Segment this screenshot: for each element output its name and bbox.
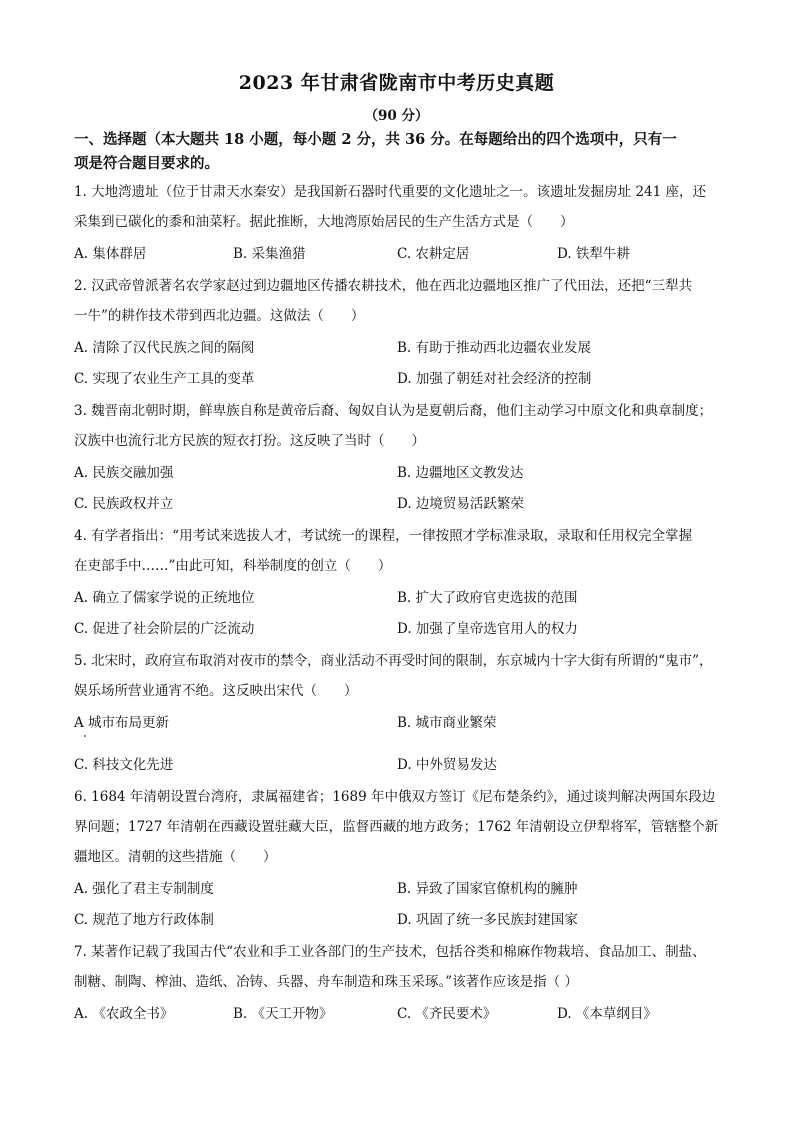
section-heading-line-1: 一、选择题（本大题共 18 小题，每小题 2 分，共 36 分。在每题给出的四个选项中，只有一 xyxy=(74,131,677,148)
question-4-stem-line-2: 在吏部手中……”由此可知，科举制度的创立（ ） xyxy=(74,558,392,574)
question-2-option-d: D. 加强了朝廷对社会经济的控制 xyxy=(397,371,592,387)
question-7-option-a: A. 《农政全书》 xyxy=(74,1006,174,1022)
question-6-stem-line-2: 界问题；1727 年清朝在西藏设置驻藏大臣，监督西藏的地方政务；1762 年清朝设立伊犁将军，管辖整个新 xyxy=(74,819,719,835)
question-5-option-c: C. 科技文化先进 xyxy=(74,757,174,773)
question-4-option-d: D. 加强了皇帝选官用人的权力 xyxy=(397,621,578,637)
question-1-stem-line-2: 采集到已碳化的黍和油菜籽。据此推断，大地湾原始居民的生产生活方式是（ ） xyxy=(74,214,574,230)
question-7-option-d: D. 《本草纲目》 xyxy=(557,1006,657,1022)
question-7-option-b: B. 《天工开物》 xyxy=(233,1006,333,1022)
question-7-option-c: C. 《齐民要术》 xyxy=(397,1006,497,1022)
question-1-option-b: B. 采集渔猎 xyxy=(233,246,306,262)
question-3-stem-line-1: 3. 魏晋南北朝时期，鲜卑族自称是黄帝后裔、匈奴自认为是夏朝后裔，他们主动学习中原文化和典章制度； xyxy=(74,403,713,419)
question-7-stem-line-2: 制糖、制陶、榨油、造纸、冶铸、兵器、舟车制造和珠玉采琢。”该著作应该是指（ ） xyxy=(74,974,578,990)
question-2-option-b: B. 有助于推动西北边疆农业发展 xyxy=(397,340,592,356)
question-5-stem-line-1: 5. 北宋时，政府宣布取消对夜市的禁令，商业活动不再受时间的限制，东京城内十字大街有所谓的“鬼市”， xyxy=(74,653,713,669)
page-title: 2023 年甘肃省陇南市中考历史真题 xyxy=(238,72,555,94)
section-heading-line-2: 项是符合题目要求的。 xyxy=(74,155,219,172)
question-4-option-c: C. 促进了社会阶层的广泛流动 xyxy=(74,621,255,637)
question-4-option-a: A. 确立了儒家学说的正统地位 xyxy=(74,590,255,606)
question-6-stem-line-3: 疆地区。清朝的这些措施（ ） xyxy=(74,849,277,865)
question-6-option-a: A. 强化了君主专制制度 xyxy=(74,881,214,897)
question-5-option-b: B. 城市商业繁荣 xyxy=(397,715,497,731)
question-3-option-a: A. 民族交融加强 xyxy=(74,465,174,481)
question-5-option-a: A 城市布局更新 xyxy=(74,715,170,731)
score-subtitle: （90 分） xyxy=(364,108,429,124)
question-5-option-d: D. 中外贸易发达 xyxy=(397,757,497,773)
question-6-stem-line-1: 6. 1684 年清朝设置台湾府，隶属福建省；1689 年中俄双方签订《尼布楚条约》，通过谈判解决两国东段边 xyxy=(74,789,716,805)
question-1-option-c: C. 农耕定居 xyxy=(397,246,470,262)
question-1-option-d: D. 铁犁牛耕 xyxy=(557,246,630,262)
question-3-option-c: C. 民族政权并立 xyxy=(74,496,174,512)
question-1-option-a: A. 集体群居 xyxy=(74,246,147,262)
question-2-option-c: C. 实现了农业生产工具的变革 xyxy=(74,371,255,387)
question-5-stem-line-2: 娱乐场所营业通宵不绝。这反映出宋代（ ） xyxy=(74,683,358,699)
question-4-stem-line-1: 4. 有学者指出：“用考试来选拔人才，考试统一的课程，一律按照才学标准录取，录取和任用权完全掌握 xyxy=(74,528,693,544)
question-2-stem-line-2: 一牛”的耕作技术带到西北边疆。这做法（ ） xyxy=(74,308,365,324)
question-6-option-b: B. 异致了国家官僚机构的臃肿 xyxy=(397,881,578,897)
question-3-option-d: D. 边境贸易活跃繁荣 xyxy=(397,496,524,512)
question-3-stem-line-2: 汉族中也流行北方民族的短衣打扮。这反映了当时（ ） xyxy=(74,433,425,449)
question-3-option-b: B. 边疆地区文教发达 xyxy=(397,465,524,481)
question-1-stem-line-1: 1. 大地湾遗址（位于甘肃天水秦安）是我国新石器时代重要的文化遗址之一。该遗址发掘房址 241 座，还 xyxy=(74,184,707,200)
question-2-option-a: A. 清除了汉代民族之间的隔阂 xyxy=(74,340,255,356)
question-4-option-b: B. 扩大了政府官吏选拔的范围 xyxy=(397,590,578,606)
question-6-option-d: D. 巩固了统一多民族封建国家 xyxy=(397,912,578,928)
question-6-option-c: C. 规范了地方行政体制 xyxy=(74,912,214,928)
question-7-stem-line-1: 7. 某著作记载了我国古代“农业和手工业各部门的生产技术，包括谷类和棉麻作物栽培、食品加工、制盐、 xyxy=(74,944,706,960)
stray-mark xyxy=(84,735,86,737)
question-2-stem-line-1: 2. 汉武帝曾派著名农学家赵过到边疆地区传播农耕技术，他在西北边疆地区推广了代田法，还把“三犁共 xyxy=(74,278,693,294)
